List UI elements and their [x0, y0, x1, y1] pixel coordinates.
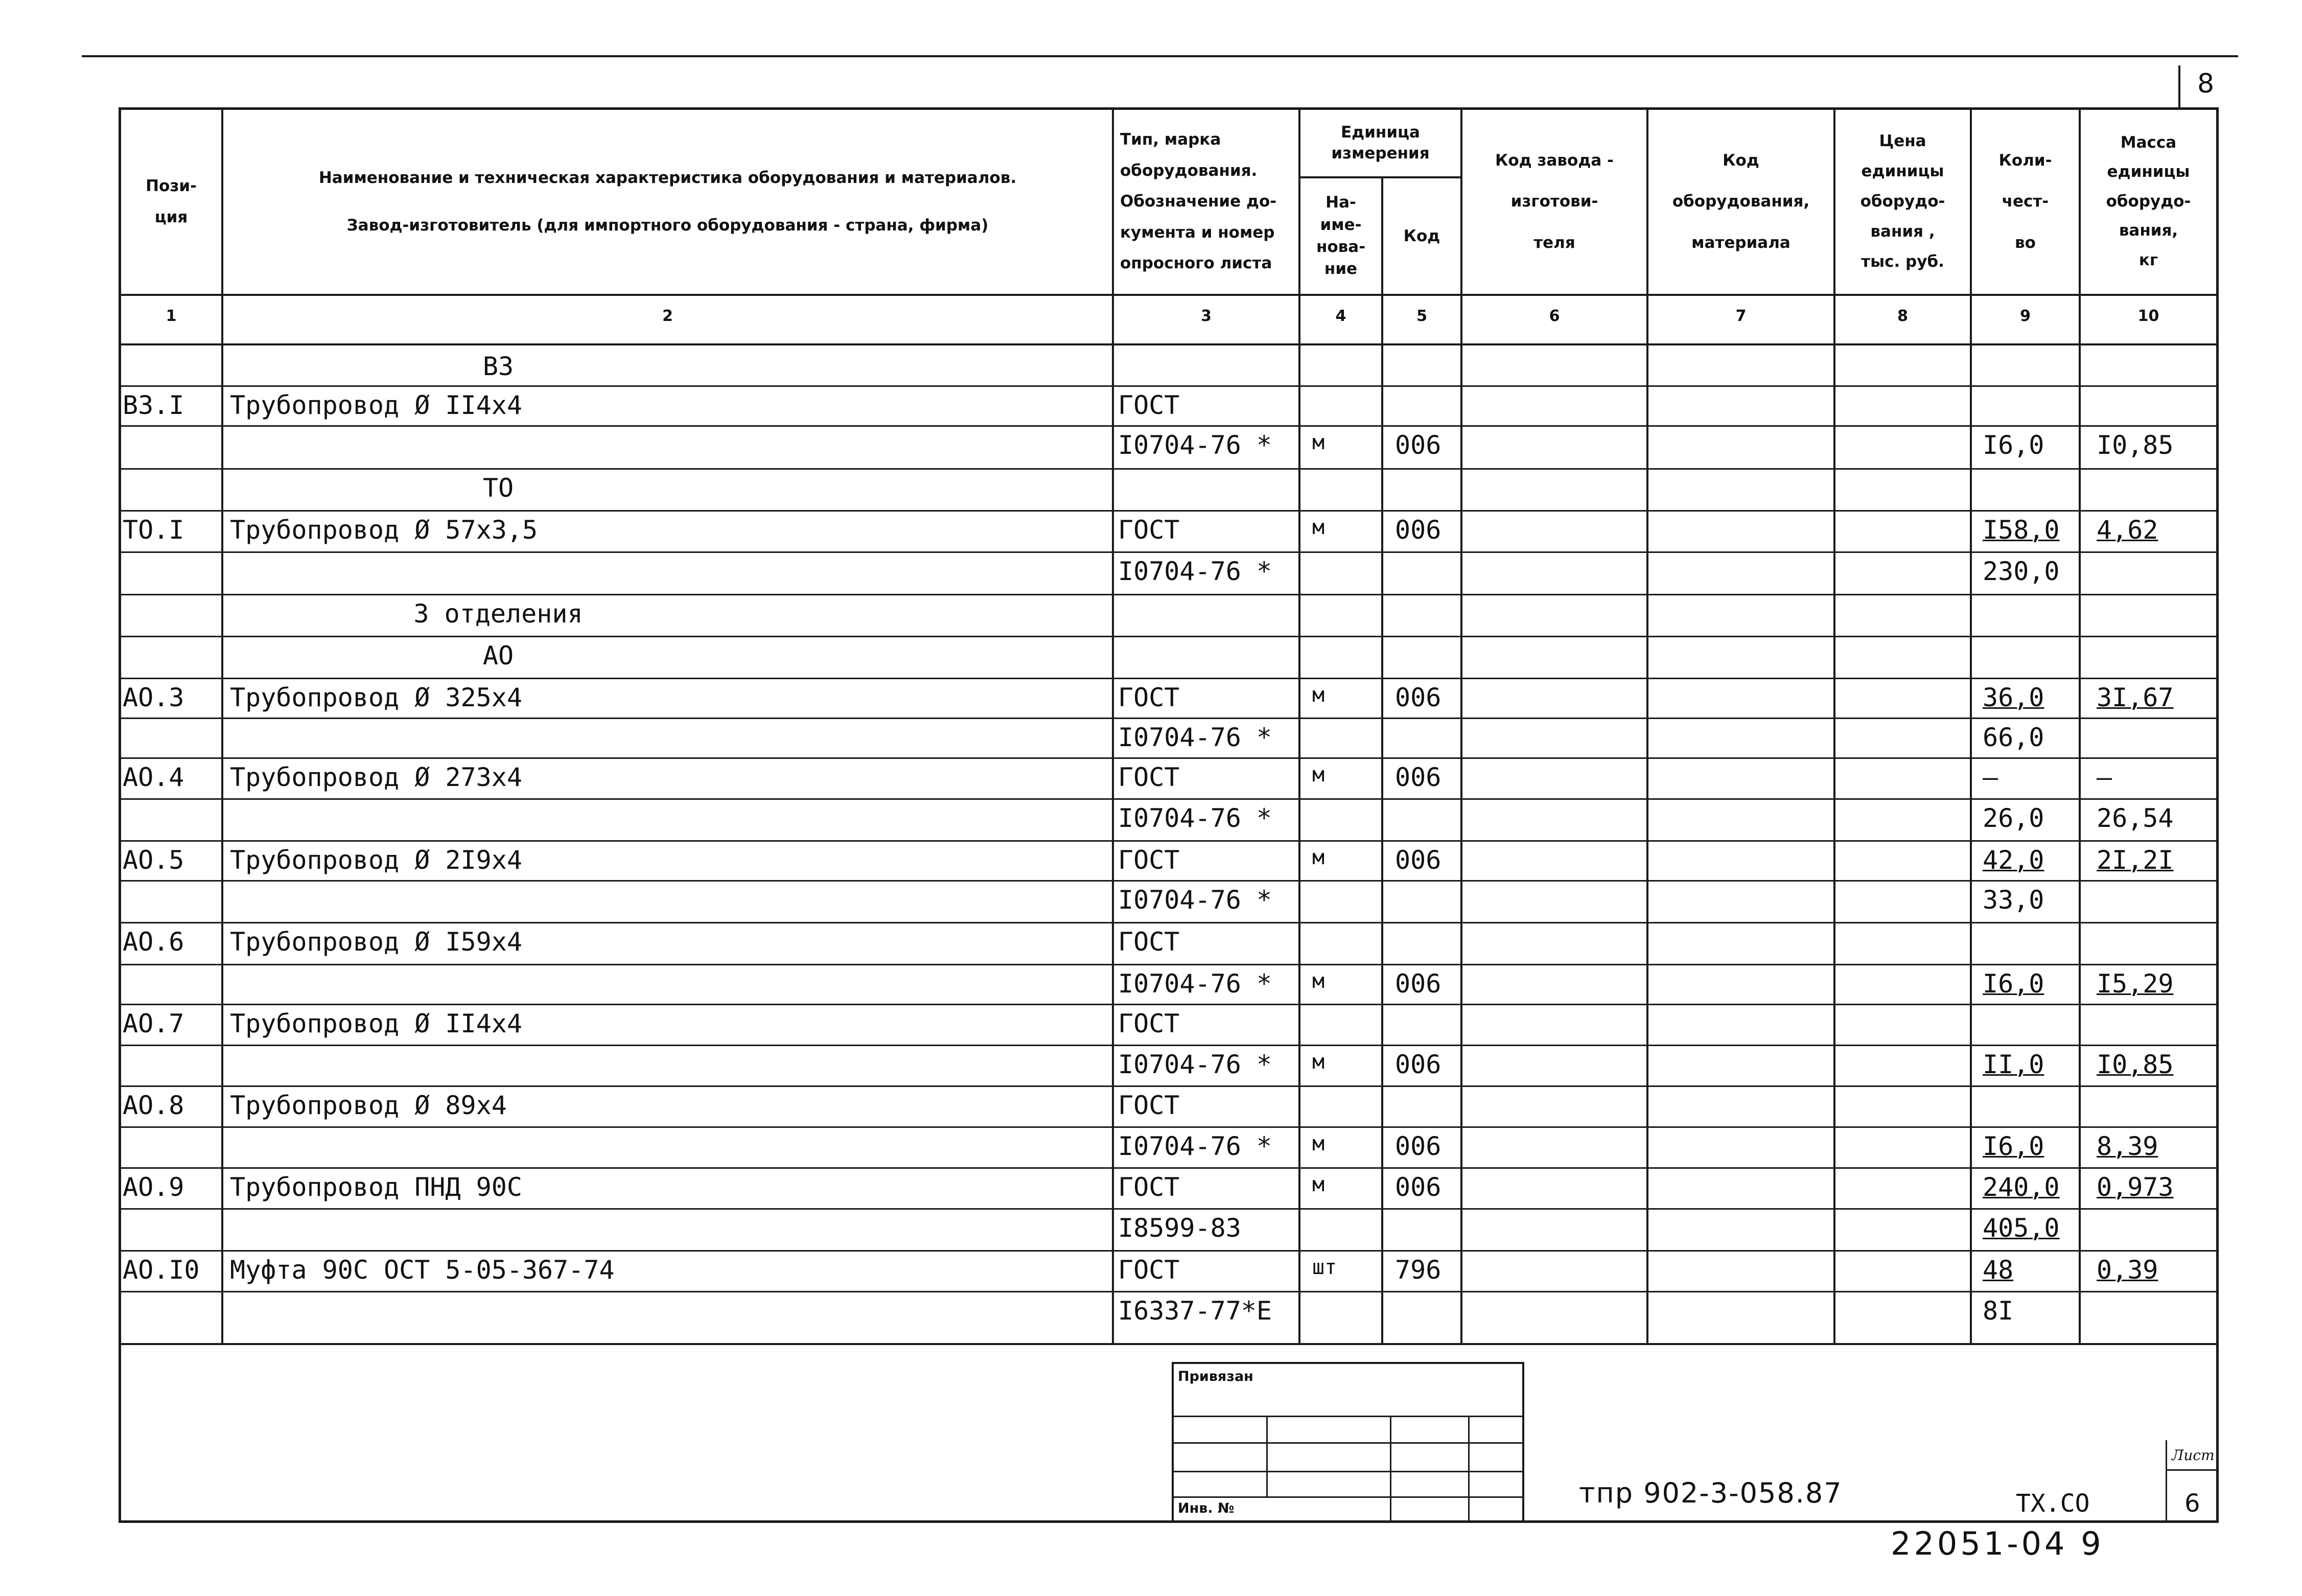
- cell-name: Трубопровод ПНД 90С: [230, 1172, 522, 1202]
- col-number-3: 3: [1201, 307, 1212, 325]
- row-separator: [119, 1045, 2219, 1046]
- sheet-code: ТХ.СО: [2016, 1489, 2090, 1518]
- cell-qty: I6,0: [1983, 430, 2044, 460]
- cell-doc: I0704-76 *: [1118, 885, 1272, 915]
- cell-name: Трубопровод Ø 57x3,5: [230, 515, 538, 545]
- stamp-line-4: [1172, 1496, 1524, 1498]
- cell-doc: ГОСТ: [1118, 390, 1180, 420]
- header-position: Пози- ция: [146, 177, 197, 226]
- cell-unit: м: [1312, 516, 1325, 539]
- cell-name: Трубопровод Ø II4x4: [230, 390, 522, 420]
- row-separator: [119, 1167, 2219, 1169]
- cell-code: 006: [1395, 969, 1441, 999]
- row-separator: [119, 510, 2219, 512]
- sheet-box-mid: [2166, 1469, 2219, 1471]
- cell-mass: 0,39: [2097, 1255, 2158, 1285]
- header-quantity: Коли- чест- во: [1998, 151, 2052, 252]
- cell-name: 3 отделения: [413, 599, 583, 629]
- cell-pos: АО.5: [123, 845, 184, 875]
- table-bottom-line: [119, 1343, 2219, 1345]
- stamp-vline-1: [1266, 1416, 1268, 1497]
- cell-qty: 42,0: [1983, 845, 2044, 875]
- header-type: Тип, марка оборудования. Обозначение до- кумента и номер опросного листа: [1120, 130, 1277, 273]
- cell-doc: I8599-83: [1118, 1213, 1241, 1243]
- cell-unit: м: [1312, 969, 1325, 993]
- cell-unit: шт: [1312, 1256, 1337, 1279]
- cell-qty: 240,0: [1983, 1172, 2060, 1202]
- row-separator: [119, 425, 2219, 427]
- row-separator: [119, 551, 2219, 553]
- col-number-1: 1: [166, 307, 177, 325]
- cell-name: Трубопровод Ø 273x4: [230, 762, 522, 792]
- cell-qty: 66,0: [1983, 723, 2044, 752]
- row-separator: [119, 1208, 2219, 1210]
- cell-name: ТО: [482, 473, 514, 503]
- cell-doc: I0704-76 *: [1118, 723, 1272, 752]
- sheet-label: Лист: [2172, 1447, 2215, 1464]
- cell-doc: ГОСТ: [1118, 683, 1180, 712]
- cell-code: 006: [1395, 845, 1441, 875]
- cell-pos: В3.I: [123, 390, 184, 420]
- cell-mass: –: [2097, 762, 2112, 792]
- page-number: 8: [2197, 68, 2215, 99]
- stamp-inv-label: Инв. №: [1178, 1500, 1235, 1516]
- cell-pos: АО.7: [123, 1009, 184, 1038]
- col-line-4: [1381, 176, 1383, 1344]
- cell-doc: I0704-76 *: [1118, 1131, 1272, 1161]
- row-separator: [119, 757, 2219, 759]
- cell-name: АО: [482, 641, 514, 670]
- cell-mass: I5,29: [2097, 969, 2174, 999]
- cell-pos: АО.9: [123, 1172, 184, 1202]
- row-separator: [119, 718, 2219, 719]
- header-bottom-line: [119, 294, 2219, 296]
- cell-mass: I0,85: [2097, 430, 2174, 460]
- cell-unit: м: [1312, 683, 1325, 707]
- cell-qty: II,0: [1983, 1050, 2044, 1079]
- cell-doc: ГОСТ: [1118, 1091, 1180, 1120]
- row-separator: [119, 1126, 2219, 1128]
- cell-qty: 8I: [1983, 1296, 2014, 1326]
- cell-doc: I0704-76 *: [1118, 803, 1272, 833]
- cell-pos: АО.8: [123, 1091, 184, 1120]
- cell-doc: ГОСТ: [1118, 1255, 1180, 1285]
- cell-mass: I0,85: [2097, 1050, 2174, 1079]
- col-number-8: 8: [1897, 307, 1908, 325]
- header-name: Наименование и техническая характеристика оборудования и материалов. Завод-изготовитель (для импортного оборудования - страна, фирма): [318, 168, 1017, 235]
- cell-code: 006: [1395, 762, 1441, 792]
- cell-code: 006: [1395, 430, 1441, 460]
- row-separator: [119, 880, 2219, 882]
- cell-unit: м: [1312, 1050, 1325, 1074]
- cell-qty: I58,0: [1983, 515, 2060, 545]
- col-number-6: 6: [1549, 307, 1560, 325]
- cell-unit: м: [1312, 763, 1325, 787]
- header-equipment-code: Код оборудования, материала: [1672, 151, 1810, 252]
- cell-name: В3: [482, 352, 514, 381]
- cell-pos: ТО.I: [123, 515, 184, 545]
- cell-unit: м: [1312, 1132, 1325, 1155]
- cell-code: 006: [1395, 515, 1441, 545]
- cell-qty: 36,0: [1983, 683, 2044, 712]
- cell-qty: 48: [1983, 1255, 2014, 1285]
- stamp-attached-label: Привязан: [1178, 1369, 1253, 1384]
- cell-code: 006: [1395, 1050, 1441, 1079]
- col-number-5: 5: [1416, 307, 1427, 325]
- cell-mass: 26,54: [2097, 803, 2174, 833]
- cell-doc: ГОСТ: [1118, 1172, 1180, 1202]
- cell-qty: 230,0: [1983, 557, 2060, 586]
- row-separator: [119, 594, 2219, 595]
- col-number-9: 9: [2020, 307, 2031, 325]
- sheet-box-left: [2166, 1440, 2167, 1522]
- column-number-line: [119, 343, 2219, 345]
- row-separator: [119, 964, 2219, 965]
- row-separator: [119, 1004, 2219, 1005]
- row-separator: [119, 468, 2219, 470]
- cell-doc: I6337-77*Е: [1118, 1296, 1272, 1326]
- row-separator: [119, 840, 2219, 842]
- cell-pos: АО.I0: [123, 1255, 200, 1285]
- stamp-line-3: [1172, 1471, 1524, 1472]
- cell-pos: АО.4: [123, 762, 184, 792]
- cell-name: Муфта 90С ОСТ 5-05-367-74: [230, 1255, 615, 1285]
- header-mass: Масса единицы оборудо- вания, кг: [2106, 133, 2191, 269]
- row-separator: [119, 1085, 2219, 1087]
- cell-qty: 33,0: [1983, 885, 2044, 915]
- cell-qty: 26,0: [1983, 803, 2044, 833]
- cell-code: 006: [1395, 1172, 1441, 1202]
- row-separator: [119, 922, 2219, 923]
- stamp-vline-2: [1390, 1416, 1391, 1523]
- cell-pos: АО.3: [123, 683, 184, 712]
- col-number-10: 10: [2137, 307, 2159, 325]
- cell-pos: АО.6: [123, 927, 184, 957]
- header-factory-code: Код завода - изготови- теля: [1495, 151, 1614, 252]
- cell-unit: м: [1312, 1173, 1325, 1196]
- cell-mass: 8,39: [2097, 1131, 2158, 1161]
- cell-qty: I6,0: [1983, 1131, 2044, 1161]
- sheet-number: 6: [2184, 1489, 2200, 1518]
- stamp-line-1: [1172, 1416, 1524, 1417]
- cell-mass: 3I,67: [2097, 683, 2174, 712]
- header-price: Цена единицы оборудо- вания , тыс. руб.: [1860, 132, 1945, 271]
- cell-doc: ГОСТ: [1118, 1009, 1180, 1038]
- row-separator: [119, 385, 2219, 387]
- cell-doc: I0704-76 *: [1118, 557, 1272, 586]
- cell-name: Трубопровод Ø I59x4: [230, 927, 522, 957]
- cell-doc: ГОСТ: [1118, 927, 1180, 957]
- footer-number: 22051-04 9: [1891, 1525, 2104, 1562]
- row-separator: [119, 1291, 2219, 1292]
- cell-unit: м: [1312, 431, 1325, 454]
- cell-qty: I6,0: [1983, 969, 2044, 999]
- header-unit-group: Единица измерения: [1331, 123, 1430, 163]
- col-number-7: 7: [1735, 307, 1747, 325]
- row-separator: [119, 1250, 2219, 1252]
- cell-qty: –: [1983, 762, 1998, 792]
- cell-name: Трубопровод Ø 325x4: [230, 683, 522, 712]
- col-number-2: 2: [662, 307, 673, 325]
- cell-name: Трубопровод Ø 89x4: [230, 1091, 507, 1120]
- cell-code: 006: [1395, 683, 1441, 712]
- cell-unit: м: [1312, 846, 1325, 869]
- doc-code: тпр 902-3-058.87: [1579, 1477, 1843, 1509]
- header-unit-code: Код: [1403, 226, 1440, 245]
- cell-mass: 4,62: [2097, 515, 2158, 545]
- row-separator: [119, 798, 2219, 800]
- cell-doc: ГОСТ: [1118, 762, 1180, 792]
- col-number-4: 4: [1335, 307, 1346, 325]
- stamp-vline-3: [1468, 1416, 1470, 1523]
- cell-name: Трубопровод Ø II4x4: [230, 1009, 522, 1038]
- row-separator: [119, 636, 2219, 637]
- cell-doc: I0704-76 *: [1118, 1050, 1272, 1079]
- header-unit-name: На- име- нова- ние: [1316, 193, 1366, 279]
- cell-doc: I0704-76 *: [1118, 430, 1272, 460]
- cell-code: 796: [1395, 1255, 1441, 1285]
- cell-doc: ГОСТ: [1118, 515, 1180, 545]
- cell-name: Трубопровод Ø 2I9x4: [230, 845, 522, 875]
- stamp-line-2: [1172, 1442, 1524, 1444]
- row-separator: [119, 678, 2219, 679]
- cell-code: 006: [1395, 1131, 1441, 1161]
- cell-mass: 2I,2I: [2097, 845, 2174, 875]
- cell-mass: 0,973: [2097, 1172, 2174, 1202]
- cell-qty: 405,0: [1983, 1213, 2060, 1243]
- top-rule: [82, 55, 2238, 57]
- cell-doc: ГОСТ: [1118, 845, 1180, 875]
- cell-doc: I0704-76 *: [1118, 969, 1272, 999]
- page-number-divider: [2178, 65, 2180, 107]
